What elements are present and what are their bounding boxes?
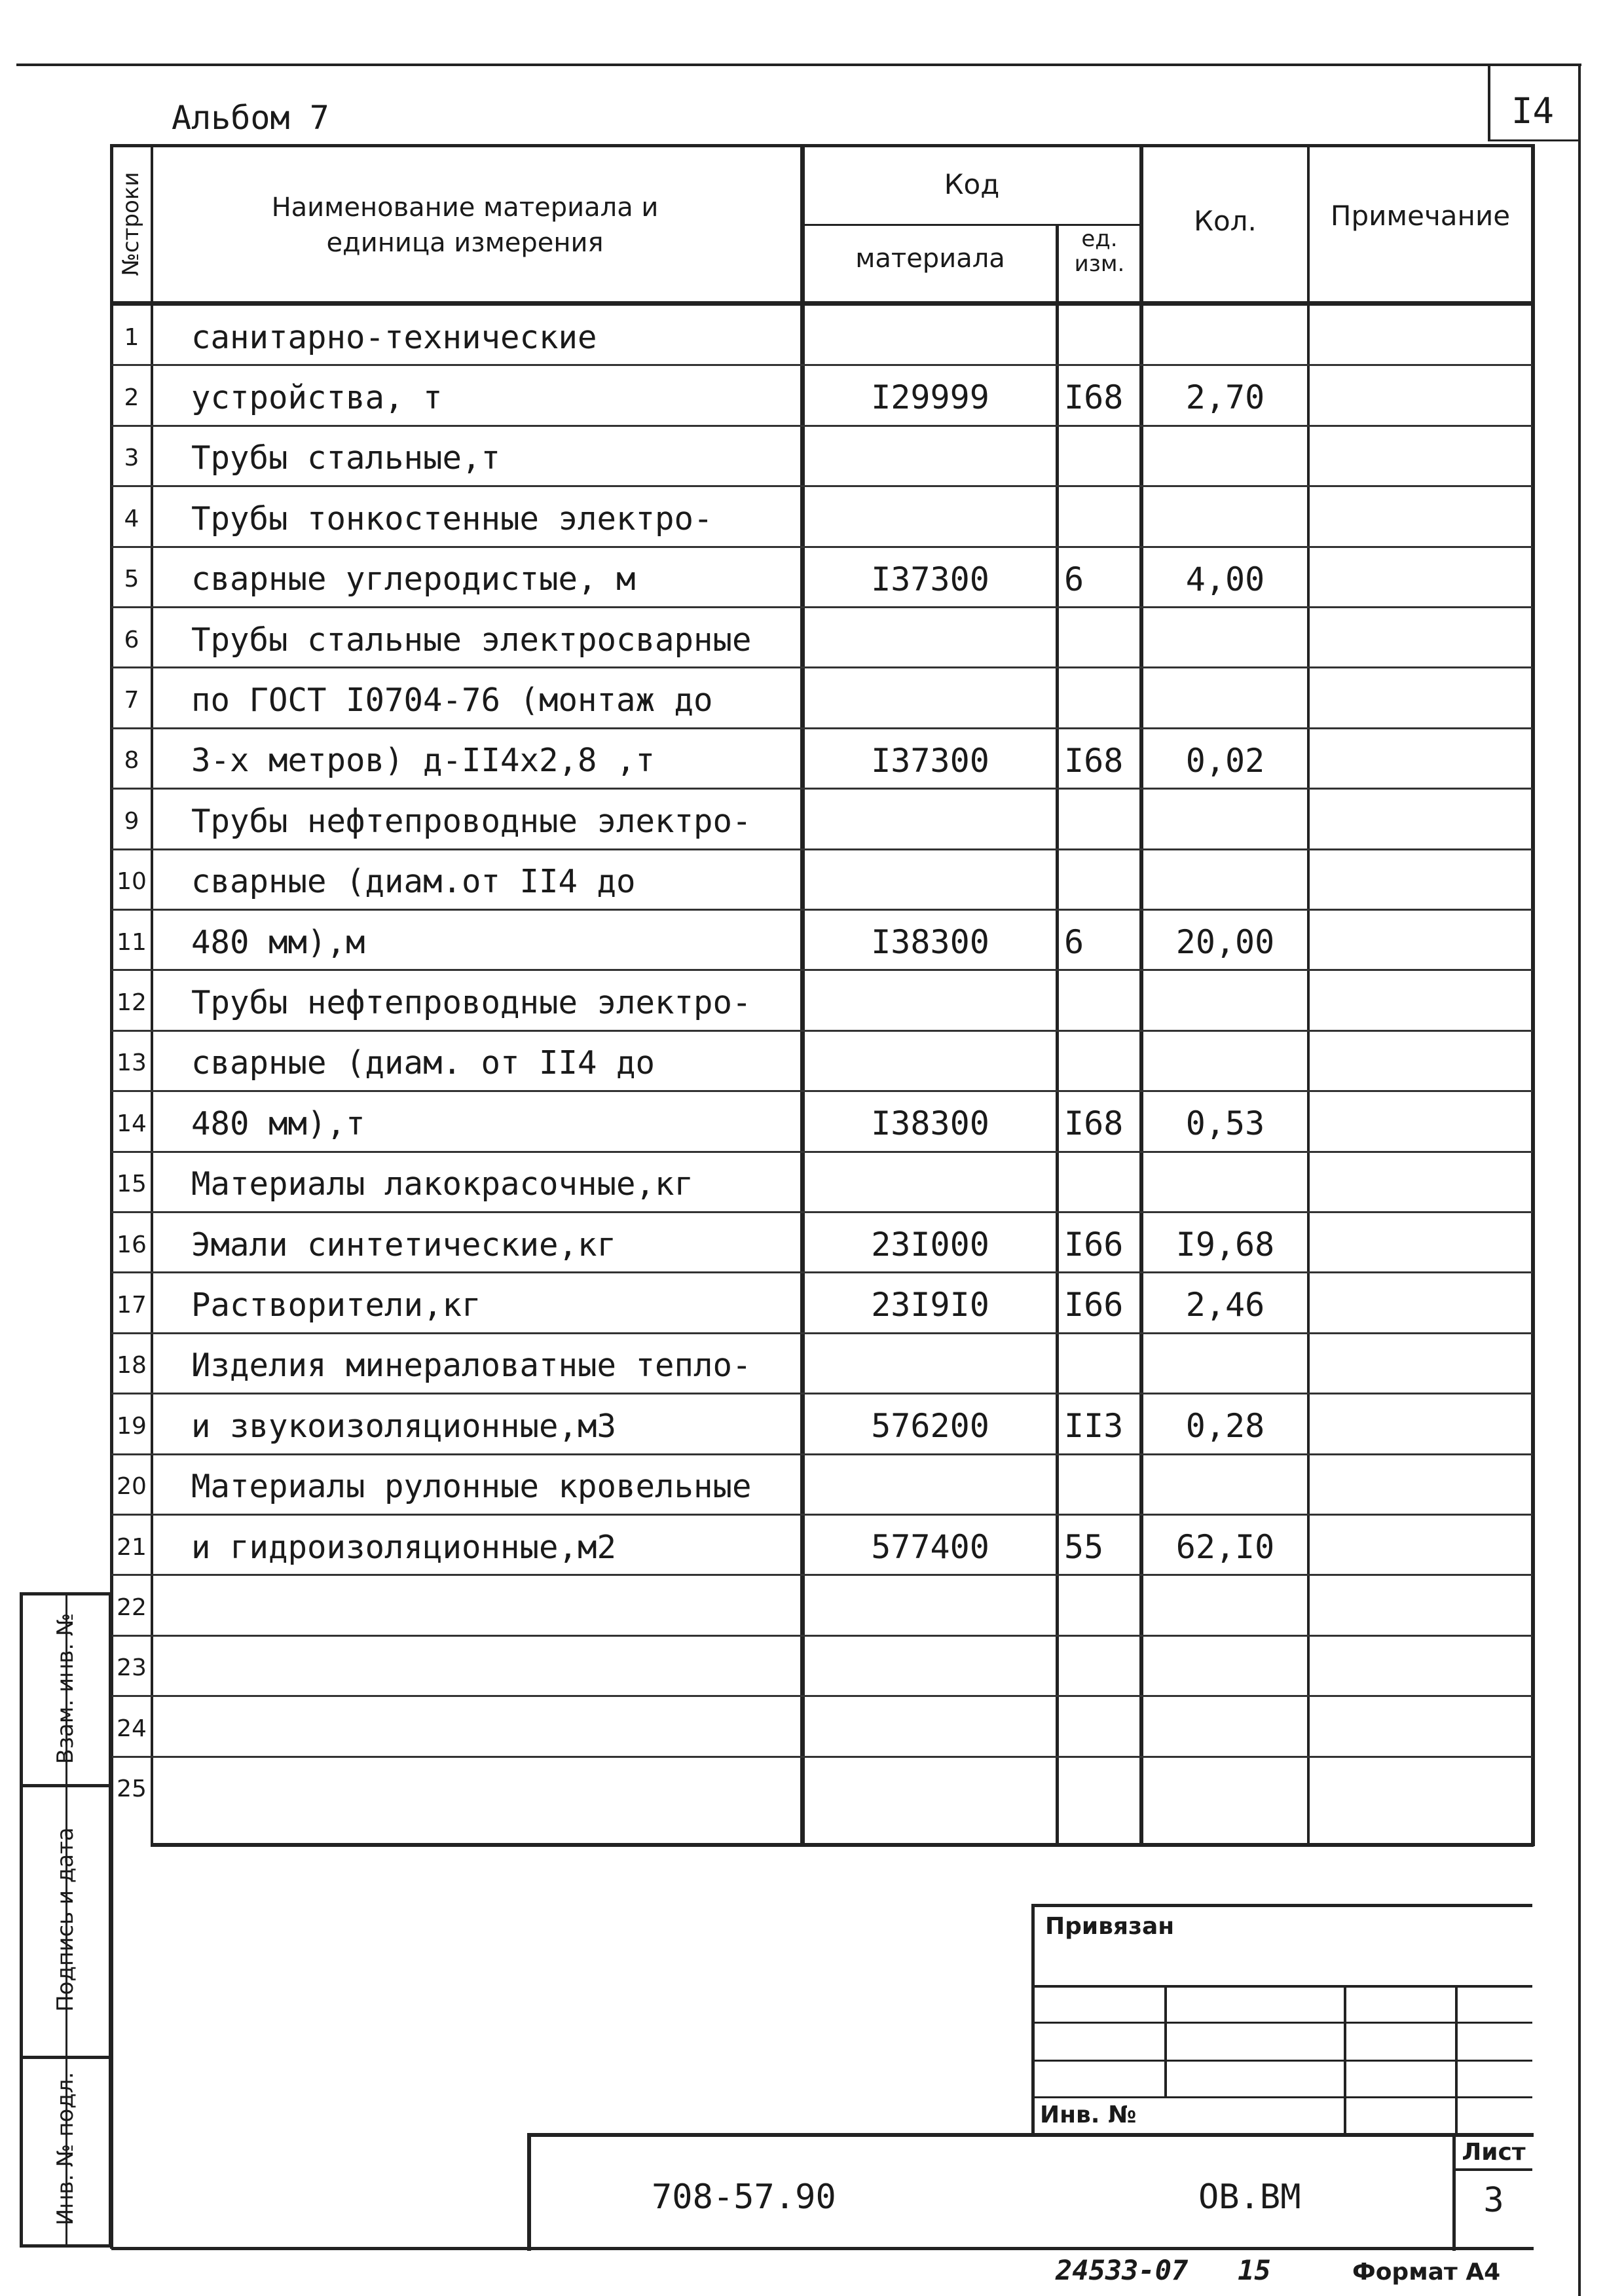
unit-code	[1059, 1336, 1139, 1396]
material-name: 480 мм),м	[191, 923, 365, 961]
table-body-bottom	[151, 1843, 1534, 1847]
row-number: 7	[124, 686, 139, 714]
header-code-unit: ед. изм.	[1074, 226, 1125, 277]
quantity	[1143, 1033, 1307, 1093]
row-number: 2	[124, 384, 139, 411]
quantity: 0,28	[1185, 1407, 1265, 1446]
header-code: Код	[944, 168, 1000, 200]
unit-code: I68	[1064, 378, 1124, 417]
header-box-bottom	[1488, 139, 1581, 141]
row-divider	[111, 1332, 1532, 1334]
table-header-bottom	[111, 301, 1534, 306]
row-divider	[111, 606, 1532, 608]
material-code: 577400	[871, 1528, 989, 1566]
material-name: Трубы стальные,т	[191, 439, 501, 477]
material-name: сварные (диам. от II4 до	[191, 1044, 655, 1082]
material-code: 23I000	[871, 1226, 989, 1264]
row-number: 21	[117, 1533, 147, 1561]
table-right-border	[1531, 144, 1535, 1846]
quantity	[1143, 1154, 1307, 1214]
unit-code	[1059, 1759, 1139, 1819]
unit-code: I66	[1064, 1286, 1124, 1324]
privyazan-label: Привязан	[1045, 1913, 1175, 1940]
row-divider	[111, 546, 1532, 548]
material-name: Трубы нефтепроводные электро-	[191, 802, 752, 840]
material-code	[805, 1457, 1056, 1517]
col-sep-name	[800, 144, 805, 1846]
row-divider	[111, 909, 1532, 911]
note	[1310, 1698, 1531, 1758]
material-code	[805, 670, 1056, 730]
quantity: 20,00	[1175, 923, 1275, 961]
row-number: 25	[117, 1776, 147, 1803]
quantity	[1143, 1698, 1307, 1758]
row-number: 18	[117, 1352, 147, 1379]
note	[1310, 670, 1531, 730]
side-stamp-left	[20, 1592, 23, 2247]
row-number: 9	[124, 807, 139, 835]
row-number: 12	[117, 989, 147, 1016]
quantity: 2,46	[1185, 1286, 1265, 1324]
unit-code: I68	[1064, 1104, 1124, 1143]
row-divider	[111, 1151, 1532, 1153]
sheet-value: 3	[1483, 2181, 1504, 2220]
quantity: 62,I0	[1175, 1528, 1275, 1566]
material-name: санитарно-технические	[191, 318, 597, 356]
header-note: Примечание	[1330, 200, 1511, 232]
page-number: I4	[1511, 90, 1555, 132]
note	[1310, 852, 1531, 912]
note	[1310, 1336, 1531, 1396]
quantity: 4,00	[1185, 560, 1265, 598]
header-name: Наименование материала и единица измерения	[271, 192, 659, 258]
unit-code	[1059, 1577, 1139, 1637]
note	[1310, 972, 1531, 1032]
unit-code	[1059, 307, 1139, 367]
page-number-box-left	[1488, 64, 1490, 141]
unit-code: 6	[1064, 560, 1084, 598]
row-divider	[111, 364, 1532, 366]
material-name	[191, 1577, 800, 1637]
material-code: 23I9I0	[871, 1286, 989, 1324]
row-divider	[111, 727, 1532, 729]
material-code	[805, 791, 1056, 851]
note	[1310, 1577, 1531, 1637]
unit-code	[1059, 428, 1139, 488]
quantity	[1143, 428, 1307, 488]
unit-code	[1059, 1154, 1139, 1214]
material-code	[805, 428, 1056, 488]
quantity: 0,02	[1185, 741, 1265, 780]
row-divider	[111, 1090, 1532, 1092]
row-number: 24	[117, 1715, 147, 1742]
quantity	[1143, 852, 1307, 912]
side-stamp-signature-label: Подпись и дата	[52, 1827, 79, 2012]
quantity	[1143, 488, 1307, 549]
unit-code	[1059, 1033, 1139, 1093]
row-divider	[111, 1574, 1532, 1576]
material-code	[805, 1577, 1056, 1637]
material-code: 576200	[871, 1407, 989, 1446]
material-name: сварные (диам.от II4 до	[191, 863, 636, 901]
row-divider	[111, 1211, 1532, 1213]
quantity	[1143, 1638, 1307, 1698]
frame-bottom-left	[110, 1846, 113, 2249]
privyazan-col2	[1344, 1985, 1346, 2136]
note	[1310, 428, 1531, 488]
quantity: I9,68	[1175, 1226, 1275, 1264]
note	[1310, 791, 1531, 851]
material-name: Эмали синтетические,кг	[191, 1226, 617, 1264]
material-code	[805, 488, 1056, 549]
note	[1310, 1275, 1531, 1335]
row-number: 16	[117, 1231, 147, 1258]
material-code: I38300	[871, 923, 989, 961]
side-stamp-inv-label: Инв. № подл.	[52, 2071, 79, 2226]
unit-code: 55	[1064, 1528, 1104, 1566]
row-divider	[111, 425, 1532, 427]
row-number: 19	[117, 1412, 147, 1440]
stamp-sheet-mid	[1454, 2168, 1532, 2171]
material-name: Изделия минераловатные тепло-	[191, 1347, 752, 1385]
unit-code	[1059, 791, 1139, 851]
row-divider	[111, 1514, 1532, 1516]
material-code	[805, 1759, 1056, 1819]
material-code: I37300	[871, 560, 989, 598]
side-stamp-sep1	[20, 1784, 111, 1787]
format-label: Формат А4	[1352, 2259, 1501, 2286]
note	[1310, 1759, 1531, 1819]
privyazan-col3	[1455, 1985, 1458, 2136]
note	[1310, 1154, 1531, 1214]
row-divider	[111, 1635, 1532, 1637]
note	[1310, 1093, 1531, 1154]
handwritten-archive-number: 24533-07 15	[1056, 2254, 1271, 2286]
material-code	[805, 852, 1056, 912]
row-divider	[111, 485, 1532, 487]
note	[1310, 549, 1531, 610]
row-divider	[111, 1271, 1532, 1273]
row-divider	[111, 1453, 1532, 1455]
privyazan-top	[1033, 1904, 1532, 1907]
material-code	[805, 1336, 1056, 1396]
row-divider	[111, 1030, 1532, 1032]
row-number: 3	[124, 445, 139, 472]
material-code: I38300	[871, 1104, 989, 1143]
row-divider	[111, 1393, 1532, 1394]
col-sep-rownum	[151, 144, 153, 1846]
material-code: I37300	[871, 741, 989, 780]
row-number: 22	[117, 1594, 147, 1621]
note	[1310, 307, 1531, 367]
material-name: и звукоизоляционные,м3	[191, 1407, 617, 1445]
quantity	[1143, 791, 1307, 851]
row-number: 17	[117, 1291, 147, 1319]
material-code	[805, 1638, 1056, 1698]
quantity	[1143, 1577, 1307, 1637]
unit-code	[1059, 610, 1139, 670]
material-name: Материалы рулонные кровельные	[191, 1468, 752, 1506]
note	[1310, 610, 1531, 670]
row-number: 10	[117, 868, 147, 896]
material-name: 3-х метров) д-II4x2,8 ,т	[191, 742, 655, 780]
unit-code	[1059, 670, 1139, 730]
quantity: 2,70	[1185, 378, 1265, 417]
stamp-left	[527, 2133, 531, 2251]
material-name: Растворители,кг	[191, 1286, 481, 1324]
row-divider	[111, 788, 1532, 790]
material-code	[805, 1033, 1056, 1093]
doc-number: 708-57.90	[652, 2178, 836, 2217]
unit-code	[1059, 1457, 1139, 1517]
material-name: 480 мм),т	[191, 1104, 365, 1142]
stamp-bottom	[111, 2247, 1534, 2250]
unit-code	[1059, 1638, 1139, 1698]
unit-code: I66	[1064, 1226, 1124, 1264]
material-name: и гидроизоляционные,м2	[191, 1528, 617, 1566]
material-name: сварные углеродистые, м	[191, 560, 636, 598]
row-number: 23	[117, 1654, 147, 1682]
sheet-label: Лист	[1462, 2139, 1526, 2166]
inv-no-label: Инв. №	[1040, 2102, 1137, 2128]
material-name: Трубы стальные электросварные	[191, 621, 752, 659]
unit-code	[1059, 488, 1139, 549]
row-divider	[111, 1695, 1532, 1697]
header-row-number: №строки	[118, 172, 144, 276]
unit-code	[1059, 852, 1139, 912]
quantity	[1143, 972, 1307, 1032]
unit-code: II3	[1064, 1407, 1124, 1446]
header-qty: Кол.	[1194, 205, 1257, 237]
unit-code: I68	[1064, 741, 1124, 780]
note	[1310, 1033, 1531, 1093]
material-code	[805, 610, 1056, 670]
row-divider	[111, 1756, 1532, 1758]
note	[1310, 1457, 1531, 1517]
material-code	[805, 1698, 1056, 1758]
material-code	[805, 307, 1056, 367]
row-number: 11	[117, 928, 147, 956]
row-divider	[111, 969, 1532, 971]
note	[1310, 1214, 1531, 1275]
quantity	[1143, 610, 1307, 670]
note	[1310, 367, 1531, 428]
row-number: 1	[124, 323, 139, 351]
unit-code	[1059, 972, 1139, 1032]
top-frame-line	[16, 64, 1581, 66]
row-number: 14	[117, 1110, 147, 1137]
header-code-material: материала	[855, 244, 1005, 274]
material-name	[191, 1759, 800, 1819]
album-title: Альбом 7	[172, 99, 329, 137]
note	[1310, 488, 1531, 549]
material-name	[191, 1698, 800, 1758]
row-number: 15	[117, 1171, 147, 1198]
note	[1310, 1517, 1531, 1577]
doc-code: ОВ.ВМ	[1198, 2178, 1301, 2217]
quantity: 0,53	[1185, 1104, 1265, 1143]
quantity	[1143, 307, 1307, 367]
row-number: 5	[124, 566, 139, 593]
material-code	[805, 972, 1056, 1032]
material-name: по ГОСТ I0704-76 (монтаж до	[191, 681, 713, 719]
note	[1310, 1396, 1531, 1456]
material-code	[805, 1154, 1056, 1214]
right-frame-line	[1578, 64, 1581, 2296]
note	[1310, 912, 1531, 972]
material-name	[191, 1638, 800, 1698]
material-name: Трубы тонкостенные электро-	[191, 500, 713, 538]
note	[1310, 731, 1531, 791]
row-number: 20	[117, 1473, 147, 1501]
material-code: I29999	[871, 378, 989, 417]
row-number: 4	[124, 505, 139, 532]
unit-code	[1059, 1698, 1139, 1758]
side-stamp-vzam-label: Взам. инв. №	[52, 1613, 79, 1764]
table-top-border	[111, 144, 1532, 147]
material-name: Материалы лакокрасочные,кг	[191, 1165, 694, 1203]
row-number: 13	[117, 1049, 147, 1077]
row-divider	[111, 848, 1532, 850]
quantity	[1143, 670, 1307, 730]
material-name: устройства, т	[191, 378, 443, 416]
quantity	[1143, 1336, 1307, 1396]
note	[1310, 1638, 1531, 1698]
quantity	[1143, 1759, 1307, 1819]
privyazan-col1	[1164, 1985, 1167, 2096]
unit-code: 6	[1064, 923, 1084, 961]
stamp-top	[529, 2133, 1534, 2137]
row-divider	[111, 666, 1532, 668]
material-name: Трубы нефтепроводные электро-	[191, 983, 752, 1021]
row-number: 8	[124, 747, 139, 774]
privyazan-left	[1031, 1904, 1035, 2136]
quantity	[1143, 1457, 1307, 1517]
row-number: 6	[124, 626, 139, 653]
